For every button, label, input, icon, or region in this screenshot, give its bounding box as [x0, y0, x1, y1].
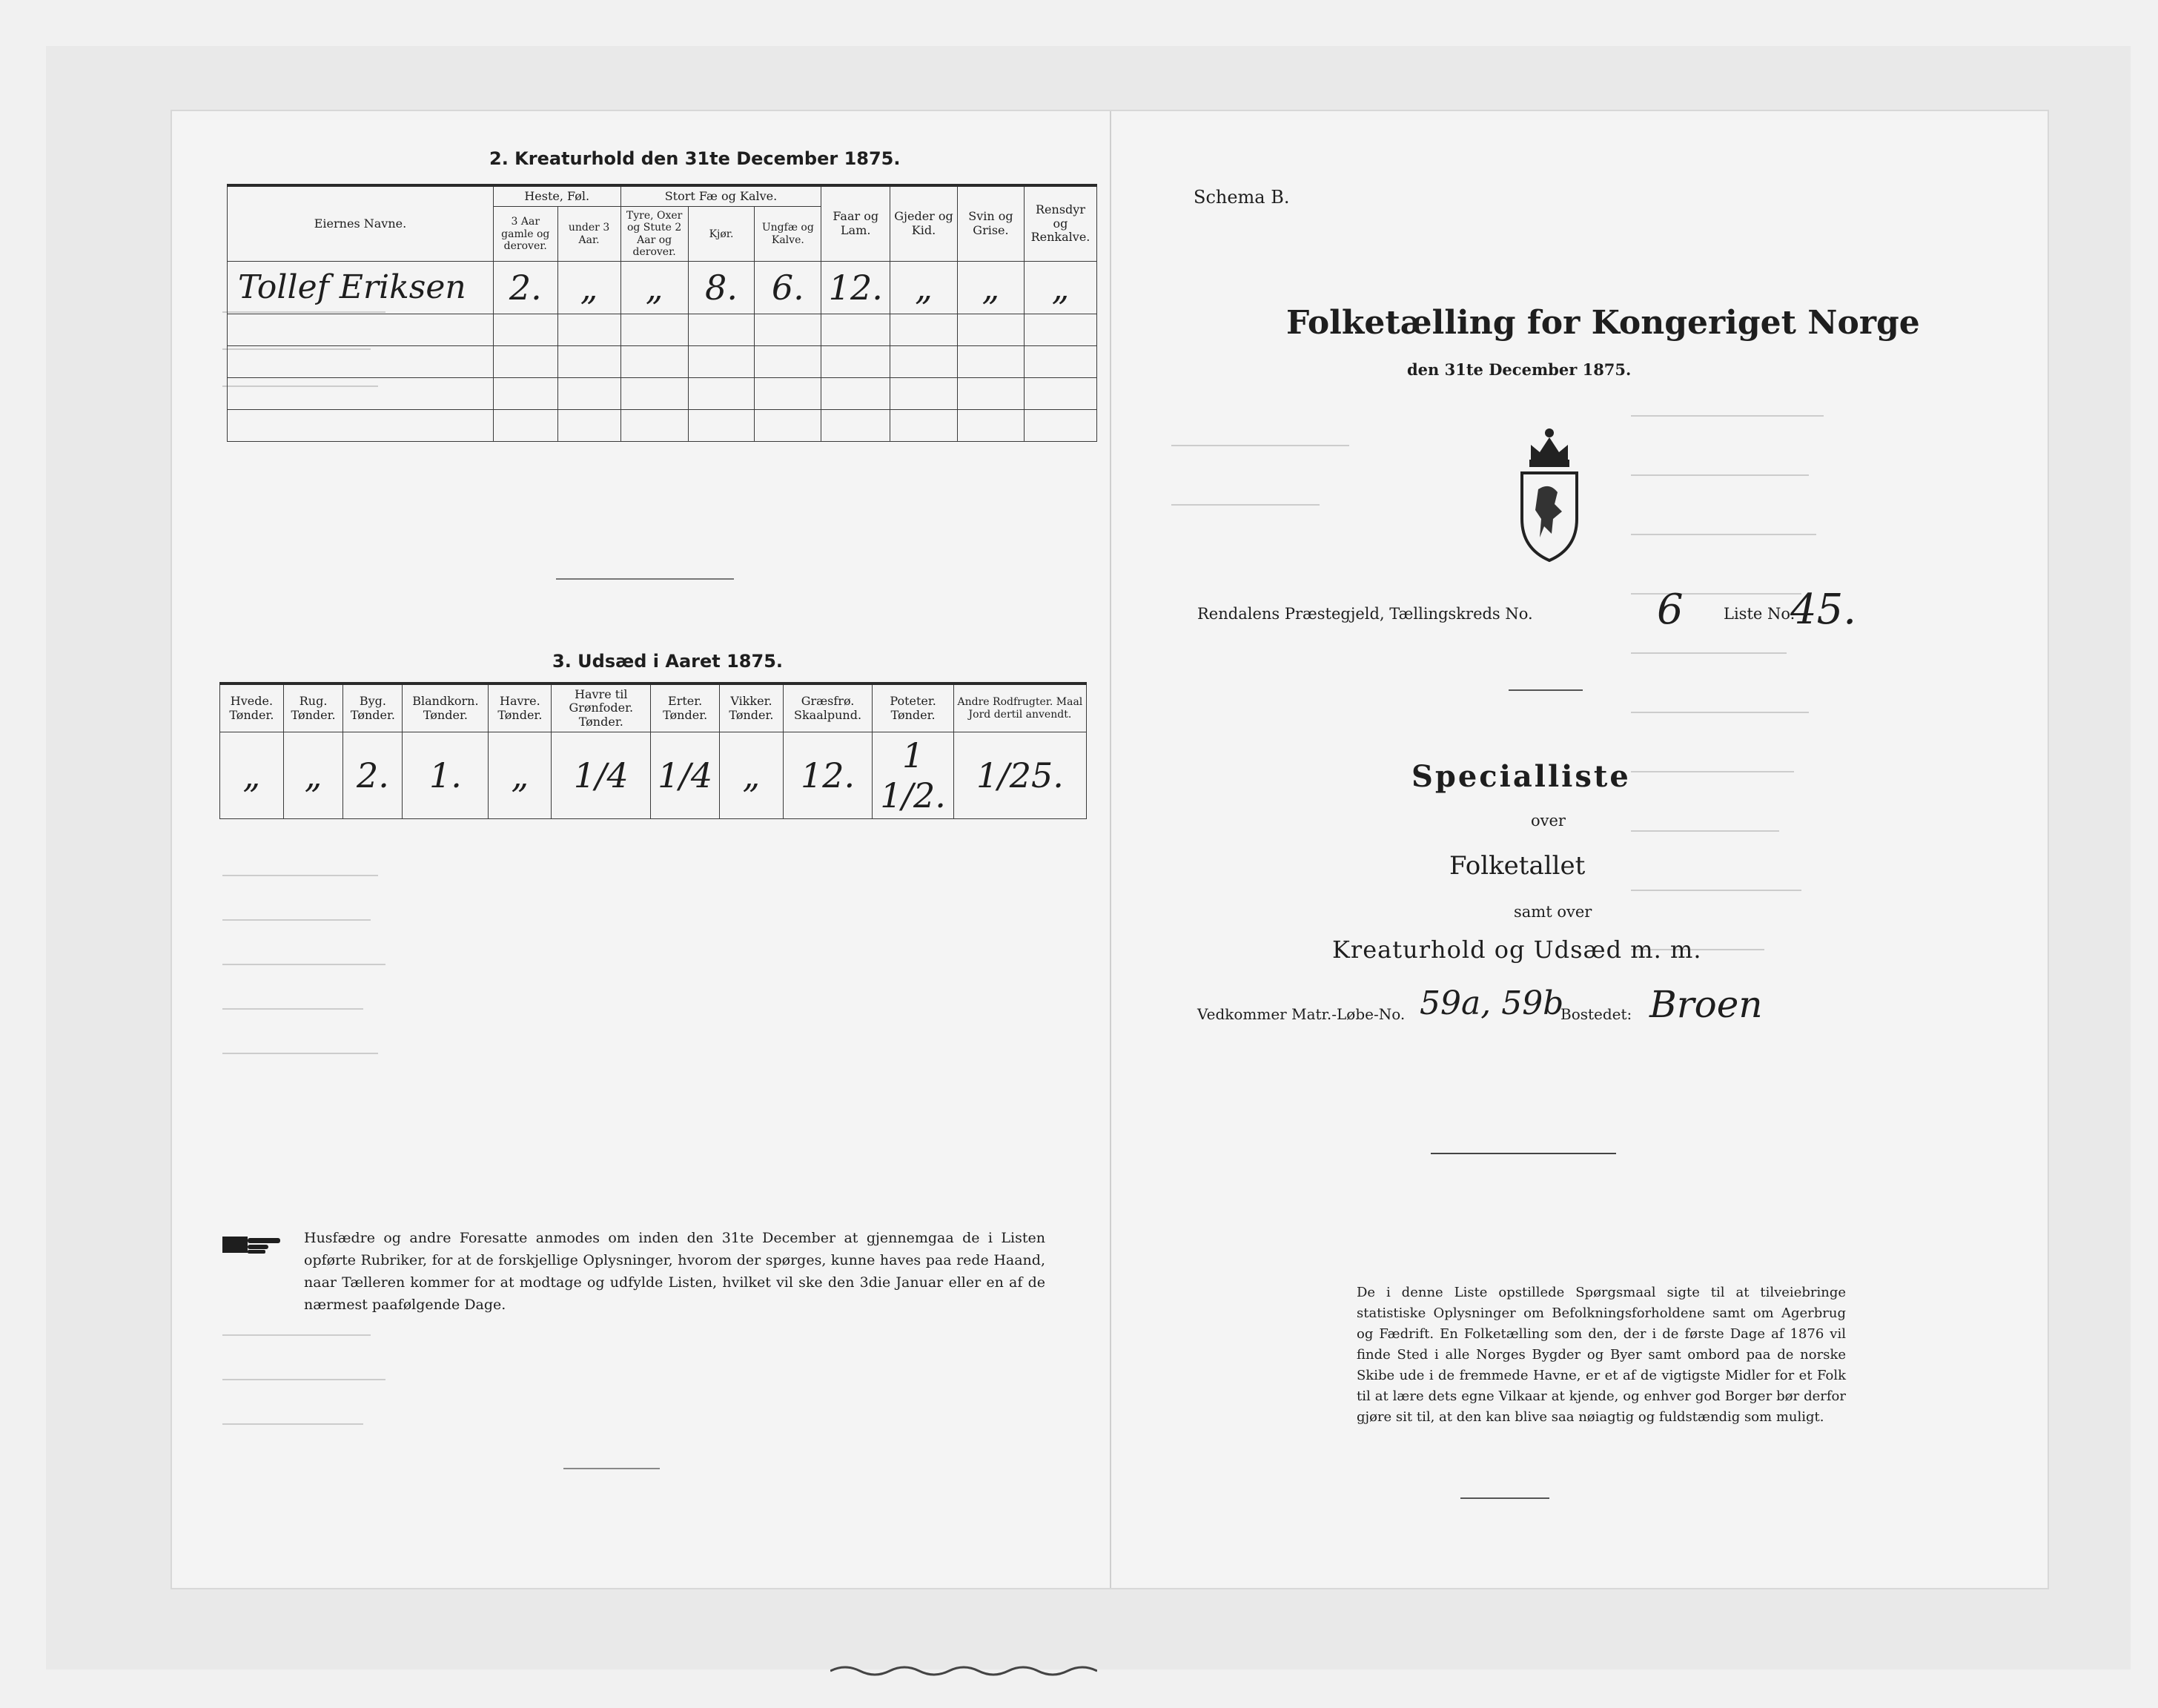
table-cell: 6.	[755, 261, 821, 314]
table-cell: „	[220, 732, 284, 819]
section-2-title: 2. Kreaturhold den 31te December 1875.	[489, 148, 901, 169]
col-owner-names: Eiernes Navne.	[228, 185, 494, 261]
section-3-title: 3. Udsæd i Aaret 1875.	[552, 651, 784, 672]
table-cell: 1/4	[651, 732, 720, 819]
livestock-sowing-title: Kreaturhold og Udsæd m. m.	[1332, 936, 1702, 964]
special-list-title: Specialliste	[1411, 759, 1631, 794]
page-date: den 31te December 1875.	[1407, 360, 1632, 379]
divider-line	[1460, 1497, 1549, 1499]
table-cell: „	[489, 732, 552, 819]
bleed-through-mark	[222, 1379, 385, 1380]
district-label: Rendalens Præstegjeld, Tællingskreds No.	[1197, 605, 1533, 623]
bleed-through-mark	[222, 1053, 378, 1054]
bleed-through-mark	[222, 1008, 363, 1010]
list-number: 45.	[1790, 586, 1857, 634]
col-goats: Gjeder og Kid.	[890, 185, 958, 261]
col-horses-under-3: under 3 Aar.	[557, 207, 620, 261]
col-peas: Erter. Tønder.	[651, 683, 720, 732]
table-cell: „	[890, 261, 958, 314]
col-mixed-grain: Blandkorn. Tønder.	[403, 683, 489, 732]
cadastral-label: Vedkommer Matr.-Løbe-No.	[1197, 1005, 1406, 1023]
table-row	[228, 377, 1097, 409]
bleed-through-mark	[1631, 830, 1779, 832]
table-row	[228, 261, 1097, 314]
table-cell: 12.	[783, 732, 873, 819]
bleed-through-mark	[1631, 771, 1794, 772]
col-cattle: Stort Fæ og Kalve.	[620, 185, 821, 207]
col-green-fodder-oats: Havre til Grønfoder. Tønder.	[552, 683, 651, 732]
bleed-through-mark	[222, 919, 371, 921]
norwegian-coat-of-arms-icon	[1509, 415, 1590, 563]
col-horses: Heste, Føl.	[493, 185, 620, 207]
divider-line	[1509, 689, 1583, 691]
table-cell: 2.	[493, 261, 557, 314]
divider-line	[556, 578, 734, 580]
table-cell: 2.	[343, 732, 403, 819]
residence-label: Bostedet:	[1560, 1005, 1632, 1023]
census-information-text: De i denne Liste opstillede Spørgsmaal sigte til at tilveiebringe statistiske Oplysninger om Befolkningsforholdene samt om Agerbrug og Fædrift. En Folketælling som den, der i de første Dage af 1876 vil finde Sted i alle Norges Bygder og Byer samt ombord paa de norske Skibe ude i de fremmede Havne, er et af de vigtigste Midler for et Folk til at lære dets egne Vilkaar at kjende, og enhver god Borger bør derfor gjøre sit til, at den kan blive saa nøiagtig og fuldstændig som muligt.	[1357, 1285, 1846, 1425]
col-other-roots: Andre Rodfrugter. Maal Jord dertil anvendt.	[953, 683, 1086, 732]
col-sheep: Faar og Lam.	[821, 185, 890, 261]
bleed-through-mark	[1631, 712, 1809, 713]
bleed-through-mark	[222, 1334, 371, 1336]
col-calves: Ungfæ og Kalve.	[755, 207, 821, 261]
col-pigs: Svin og Grise.	[957, 185, 1024, 261]
bleed-through-mark	[1631, 474, 1809, 476]
also-over-label: samt over	[1514, 903, 1592, 921]
table-cell: „	[1024, 261, 1096, 314]
page-title: Folketælling for Kongeriget Norge	[1286, 304, 1920, 342]
cadastral-number: 59a, 59b	[1420, 984, 1564, 1022]
over-label: over	[1531, 812, 1566, 830]
table-cell: „	[957, 261, 1024, 314]
col-oats: Havre. Tønder.	[489, 683, 552, 732]
bleed-through-mark	[222, 1423, 363, 1425]
table-cell: 12.	[821, 261, 890, 314]
bleed-through-mark	[1631, 890, 1801, 891]
bleed-through-mark	[1631, 415, 1824, 417]
residence-name: Broen	[1649, 983, 1763, 1026]
pointing-hand-icon	[221, 1229, 285, 1259]
bleed-through-mark	[1171, 445, 1349, 446]
bleed-through-mark	[222, 875, 378, 876]
bleed-through-mark	[1171, 504, 1320, 506]
col-cows: Kjør.	[688, 207, 755, 261]
divider-line	[563, 1468, 660, 1469]
col-rye: Rug. Tønder.	[283, 683, 343, 732]
instruction-notice: Husfædre og andre Foresatte anmodes om inden den 31te December at gjennemgaa de i Listen opførte Rubriker, for at de forskjellige Oplysninger, hvorom der spørges, kunne haves paa rede Haand, naar Tælleren kommer for at modtage og udfylde Listen, hvilket vil ske den 3die Januar eller en af de nærmest paafølgende Dage.	[304, 1230, 1045, 1313]
population-title: Folketallet	[1449, 851, 1586, 881]
district-number: 6	[1657, 586, 1684, 634]
table-cell: 8.	[688, 261, 755, 314]
table-row	[228, 345, 1097, 377]
col-grass-seed: Græsfrø. Skaalpund.	[783, 683, 873, 732]
table-row	[228, 314, 1097, 345]
table-cell: 1/25.	[953, 732, 1086, 819]
bleed-through-mark	[1631, 534, 1816, 535]
table-cell: „	[283, 732, 343, 819]
col-bulls-oxen: Tyre, Oxer og Stute 2 Aar og derover.	[620, 207, 688, 261]
sowing-table	[219, 682, 1087, 819]
table-cell: „	[720, 732, 784, 819]
list-number-label: Liste No.	[1724, 605, 1795, 623]
col-potatoes: Poteter. Tønder.	[873, 683, 953, 732]
col-reindeer: Rensdyr og Renkalve.	[1024, 185, 1096, 261]
col-horses-3yr: 3 Aar gamle og derover.	[493, 207, 557, 261]
schema-label: Schema B.	[1194, 187, 1290, 208]
col-wheat: Hvede. Tønder.	[220, 683, 284, 732]
table-row	[220, 732, 1087, 819]
col-barley: Byg. Tønder.	[343, 683, 403, 732]
bleed-through-mark	[1631, 652, 1787, 654]
bleed-through-mark	[222, 964, 385, 965]
col-vetch: Vikker. Tønder.	[720, 683, 784, 732]
table-cell: 1.	[403, 732, 489, 819]
owner-name-cell: Tollef Eriksen	[228, 261, 494, 314]
table-cell: „	[557, 261, 620, 314]
table-cell: 1 1/2.	[873, 732, 953, 819]
table-cell: 1/4	[552, 732, 651, 819]
table-cell: „	[620, 261, 688, 314]
table-row	[228, 409, 1097, 441]
livestock-table	[227, 184, 1097, 442]
divider-line	[1431, 1153, 1616, 1154]
scanner-edge-mark	[830, 1661, 1097, 1678]
